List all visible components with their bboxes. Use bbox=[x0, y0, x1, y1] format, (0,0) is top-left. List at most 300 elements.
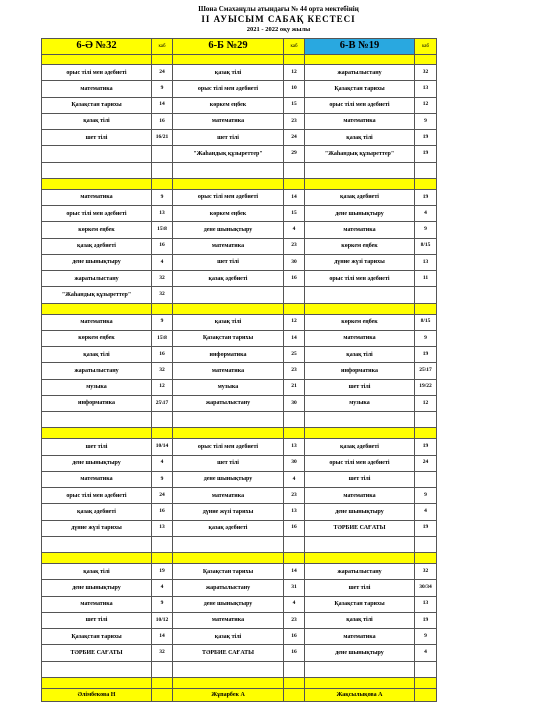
subject-cell bbox=[173, 536, 284, 552]
subject-cell: орыс тілі мен әдебиеті bbox=[173, 439, 284, 455]
subject-cell: математика bbox=[173, 113, 284, 129]
lesson-row bbox=[42, 379, 437, 395]
class-header-row bbox=[42, 39, 437, 55]
room-cell: 4 bbox=[415, 504, 437, 520]
subject-cell: қазақ әдебиеті bbox=[173, 271, 284, 287]
room-cell: 29 bbox=[284, 146, 305, 162]
subject-cell: "Жаһандық құзыреттер" bbox=[42, 287, 152, 303]
subject-cell: қазақ әдебиеті bbox=[305, 439, 415, 455]
subject-cell: Қазақстан тарихы bbox=[305, 596, 415, 612]
subject-cell bbox=[173, 661, 284, 677]
subject-cell: музыка bbox=[305, 395, 415, 411]
class-6b-header: 6-Б №29 bbox=[173, 39, 284, 55]
lesson-row bbox=[42, 287, 437, 303]
subject-cell: жаратылыстану bbox=[42, 271, 152, 287]
separator-cell bbox=[284, 553, 305, 564]
footer-cell bbox=[415, 688, 437, 701]
lesson-row bbox=[42, 81, 437, 97]
subject-cell: орыс тілі мен әдебиеті bbox=[42, 65, 152, 81]
separator-cell bbox=[42, 428, 152, 439]
subject-cell: шет тілі bbox=[173, 130, 284, 146]
day-separator bbox=[42, 677, 437, 688]
room-cell bbox=[415, 471, 437, 487]
room-cell: 32 bbox=[152, 287, 173, 303]
room-cell: 9 bbox=[415, 330, 437, 346]
room-cell: 4 bbox=[152, 580, 173, 596]
room-cell: 32 bbox=[152, 271, 173, 287]
academic-year: 2021 - 2022 оқу жылы bbox=[246, 26, 311, 33]
lesson-row bbox=[42, 113, 437, 129]
room-cell: 11 bbox=[415, 271, 437, 287]
room-cell: 12 bbox=[284, 314, 305, 330]
subject-cell: "Жаһандық құзыреттер" bbox=[173, 146, 284, 162]
room-cell: 30 bbox=[284, 254, 305, 270]
separator-cell bbox=[173, 428, 284, 439]
room-cell: 19 bbox=[415, 146, 437, 162]
teacher-row bbox=[42, 688, 437, 701]
subject-cell bbox=[305, 536, 415, 552]
subject-cell: жаратылыстану bbox=[305, 564, 415, 580]
room-cell: 15\8 bbox=[152, 330, 173, 346]
subject-cell: дене шынықтыру bbox=[173, 471, 284, 487]
subject-cell: Қазақстан тарихы bbox=[42, 97, 152, 113]
separator-cell bbox=[305, 178, 415, 189]
lesson-row bbox=[42, 65, 437, 81]
lesson-row bbox=[42, 504, 437, 520]
subject-cell: информатика bbox=[305, 363, 415, 379]
subject-cell: Қазақстан тарихы bbox=[305, 81, 415, 97]
separator-cell bbox=[173, 55, 284, 65]
subject-cell: математика bbox=[42, 189, 152, 205]
lesson-row bbox=[42, 645, 437, 661]
separator-cell bbox=[42, 55, 152, 65]
lesson-row bbox=[42, 629, 437, 645]
subject-cell: жаратылыстану bbox=[42, 363, 152, 379]
day-separator bbox=[42, 428, 437, 439]
day-separator bbox=[42, 178, 437, 189]
schedule-title: II АУЫСЫМ САБАҚ КЕСТЕСІ bbox=[201, 14, 356, 24]
room-header: каб bbox=[284, 39, 305, 55]
room-cell: 23 bbox=[284, 113, 305, 129]
subject-cell: шет тілі bbox=[42, 439, 152, 455]
separator-cell bbox=[284, 55, 305, 65]
subject-cell: қазақ тілі bbox=[173, 65, 284, 81]
room-cell: 9 bbox=[415, 488, 437, 504]
subject-cell bbox=[42, 412, 152, 428]
room-cell: 15 bbox=[284, 206, 305, 222]
subject-cell bbox=[42, 162, 152, 178]
lesson-row bbox=[42, 189, 437, 205]
subject-cell: қазақ тілі bbox=[305, 130, 415, 146]
separator-cell bbox=[415, 178, 437, 189]
subject-cell: математика bbox=[173, 612, 284, 628]
subject-cell: математика bbox=[42, 471, 152, 487]
room-cell: 9 bbox=[415, 629, 437, 645]
separator-cell bbox=[173, 677, 284, 688]
room-cell: 12 bbox=[152, 379, 173, 395]
room-cell: 10 bbox=[284, 81, 305, 97]
schedule-body bbox=[42, 39, 437, 702]
footer-cell bbox=[152, 688, 173, 701]
room-cell: 32 bbox=[152, 645, 173, 661]
subject-cell: информатика bbox=[173, 347, 284, 363]
subject-cell bbox=[42, 536, 152, 552]
room-cell: 16 bbox=[152, 113, 173, 129]
room-cell: 14 bbox=[152, 97, 173, 113]
lesson-row bbox=[42, 612, 437, 628]
room-cell: 30/34 bbox=[415, 580, 437, 596]
lesson-row bbox=[42, 206, 437, 222]
subject-cell: Қазақстан тарихы bbox=[173, 564, 284, 580]
subject-cell bbox=[173, 287, 284, 303]
lesson-row bbox=[42, 471, 437, 487]
subject-cell: дене шынықтыру bbox=[173, 596, 284, 612]
subject-cell: қазақ тілі bbox=[173, 314, 284, 330]
room-cell: 14 bbox=[284, 564, 305, 580]
subject-cell bbox=[173, 412, 284, 428]
lesson-row bbox=[42, 363, 437, 379]
subject-cell: қазақ тілі bbox=[42, 347, 152, 363]
subject-cell: музыка bbox=[173, 379, 284, 395]
subject-cell: орыс тілі мен әдебиеті bbox=[305, 271, 415, 287]
day-separator bbox=[42, 303, 437, 314]
room-cell: 4 bbox=[415, 206, 437, 222]
room-cell: 15 bbox=[284, 97, 305, 113]
subject-cell: дене шынықтыру bbox=[305, 504, 415, 520]
separator-cell bbox=[284, 428, 305, 439]
separator-cell bbox=[42, 303, 152, 314]
subject-cell: Қазақстан тарихы bbox=[42, 629, 152, 645]
subject-cell: қазақ әдебиеті bbox=[305, 189, 415, 205]
subject-cell: ТӘРБИЕ САҒАТЫ bbox=[42, 645, 152, 661]
subject-cell: көркем еңбек bbox=[42, 330, 152, 346]
subject-cell: қазақ әдебиеті bbox=[42, 238, 152, 254]
room-cell: 23 bbox=[284, 488, 305, 504]
subject-cell: математика bbox=[173, 488, 284, 504]
subject-cell bbox=[305, 162, 415, 178]
subject-cell: дүние жүзі тарихы bbox=[173, 504, 284, 520]
subject-cell: көркем еңбек bbox=[305, 314, 415, 330]
subject-cell: шет тілі bbox=[305, 471, 415, 487]
subject-cell: қазақ тілі bbox=[305, 347, 415, 363]
lesson-row bbox=[42, 412, 437, 428]
subject-cell: қазақ әдебиеті bbox=[173, 520, 284, 536]
room-cell bbox=[284, 536, 305, 552]
room-cell: 9 bbox=[152, 81, 173, 97]
separator-cell bbox=[305, 553, 415, 564]
lesson-row bbox=[42, 314, 437, 330]
room-cell: 13 bbox=[415, 596, 437, 612]
room-cell: 13 bbox=[284, 439, 305, 455]
subject-cell: шет тілі bbox=[42, 130, 152, 146]
room-cell: 13 bbox=[415, 254, 437, 270]
room-cell: 23 bbox=[284, 612, 305, 628]
lesson-row bbox=[42, 596, 437, 612]
lesson-row bbox=[42, 222, 437, 238]
room-cell: 21 bbox=[284, 379, 305, 395]
subject-cell: дене шынықтыру bbox=[42, 580, 152, 596]
subject-cell: математика bbox=[305, 113, 415, 129]
subject-cell: жаратылыстану bbox=[173, 395, 284, 411]
subject-cell: дене шынықтыру bbox=[42, 254, 152, 270]
subject-cell: қазақ тілі bbox=[42, 113, 152, 129]
room-cell bbox=[415, 412, 437, 428]
room-cell: 9 bbox=[152, 314, 173, 330]
subject-cell: орыс тілі мен әдебиеті bbox=[42, 206, 152, 222]
room-cell: 19 bbox=[152, 564, 173, 580]
subject-cell: дене шынықтыру bbox=[42, 455, 152, 471]
room-cell bbox=[152, 412, 173, 428]
separator-cell bbox=[42, 178, 152, 189]
lesson-row bbox=[42, 347, 437, 363]
room-cell: 12 bbox=[415, 97, 437, 113]
separator-cell bbox=[42, 553, 152, 564]
room-cell: 10/12 bbox=[152, 612, 173, 628]
subject-cell: дүние жүзі тарихы bbox=[305, 254, 415, 270]
lesson-row bbox=[42, 580, 437, 596]
teacher-name: Жұпарбек А bbox=[173, 688, 284, 701]
separator-cell bbox=[152, 677, 173, 688]
room-cell: 25 bbox=[284, 347, 305, 363]
room-cell bbox=[415, 661, 437, 677]
subject-cell bbox=[305, 412, 415, 428]
separator-cell bbox=[305, 303, 415, 314]
footer-cell bbox=[284, 688, 305, 701]
separator-cell bbox=[305, 55, 415, 65]
subject-cell: орыс тілі мен әдебиеті bbox=[173, 81, 284, 97]
subject-cell: математика bbox=[305, 629, 415, 645]
lesson-row bbox=[42, 395, 437, 411]
subject-cell: математика bbox=[42, 596, 152, 612]
subject-cell: шет тілі bbox=[173, 254, 284, 270]
room-cell: 32 bbox=[415, 564, 437, 580]
separator-cell bbox=[152, 553, 173, 564]
separator-cell bbox=[152, 55, 173, 65]
room-cell: 19 bbox=[415, 439, 437, 455]
subject-cell: информатика bbox=[42, 395, 152, 411]
room-cell: 9 bbox=[152, 596, 173, 612]
room-cell: 19 bbox=[415, 520, 437, 536]
teacher-name: Жақсылықова А bbox=[305, 688, 415, 701]
day-separator bbox=[42, 55, 437, 65]
room-cell: 19 bbox=[415, 347, 437, 363]
teacher-name: Әлімбекова Н bbox=[42, 688, 152, 701]
subject-cell: ТӘРБИЕ САҒАТЫ bbox=[305, 520, 415, 536]
lesson-row bbox=[42, 146, 437, 162]
room-cell: 19 bbox=[415, 130, 437, 146]
room-cell: 15\8 bbox=[152, 222, 173, 238]
room-cell: 4 bbox=[152, 254, 173, 270]
subject-cell: жаратылыстану bbox=[305, 65, 415, 81]
room-cell: 13 bbox=[415, 81, 437, 97]
subject-cell: дене шынықтыру bbox=[305, 645, 415, 661]
lesson-row bbox=[42, 455, 437, 471]
subject-cell: математика bbox=[42, 81, 152, 97]
lesson-row bbox=[42, 162, 437, 178]
separator-cell bbox=[415, 677, 437, 688]
room-cell bbox=[152, 162, 173, 178]
room-cell: 12 bbox=[284, 65, 305, 81]
subject-cell: шет тілі bbox=[42, 612, 152, 628]
separator-cell bbox=[284, 303, 305, 314]
lesson-row bbox=[42, 439, 437, 455]
separator-cell bbox=[173, 178, 284, 189]
subject-cell bbox=[305, 661, 415, 677]
room-cell: 30 bbox=[284, 455, 305, 471]
room-cell bbox=[415, 536, 437, 552]
room-cell: 13 bbox=[152, 520, 173, 536]
room-cell: 24 bbox=[284, 130, 305, 146]
room-cell: 19/22 bbox=[415, 379, 437, 395]
subject-cell: шет тілі bbox=[305, 580, 415, 596]
day-separator bbox=[42, 553, 437, 564]
subject-cell: қазақ тілі bbox=[42, 564, 152, 580]
room-cell bbox=[284, 162, 305, 178]
subject-cell: көркем еңбек bbox=[173, 206, 284, 222]
lesson-row bbox=[42, 238, 437, 254]
room-cell: 4 bbox=[284, 222, 305, 238]
room-cell: 4 bbox=[284, 596, 305, 612]
room-cell: 13 bbox=[284, 504, 305, 520]
subject-cell: қазақ әдебиеті bbox=[42, 504, 152, 520]
subject-cell: дене шынықтыру bbox=[305, 206, 415, 222]
subject-cell: көркем еңбек bbox=[42, 222, 152, 238]
subject-cell: көркем еңбек bbox=[305, 238, 415, 254]
subject-cell bbox=[173, 162, 284, 178]
separator-cell bbox=[415, 553, 437, 564]
subject-cell: математика bbox=[305, 488, 415, 504]
room-cell: 16 bbox=[284, 520, 305, 536]
room-cell: 25\17 bbox=[152, 395, 173, 411]
room-cell: 16 bbox=[152, 347, 173, 363]
room-cell: 4 bbox=[152, 455, 173, 471]
room-cell: 23 bbox=[284, 238, 305, 254]
subject-cell: шет тілі bbox=[305, 379, 415, 395]
separator-cell bbox=[152, 303, 173, 314]
room-cell bbox=[284, 412, 305, 428]
lesson-row bbox=[42, 97, 437, 113]
separator-cell bbox=[305, 677, 415, 688]
lesson-row bbox=[42, 536, 437, 552]
room-cell bbox=[152, 146, 173, 162]
subject-cell: музыка bbox=[42, 379, 152, 395]
subject-cell bbox=[42, 661, 152, 677]
room-cell: 25\17 bbox=[415, 363, 437, 379]
room-cell bbox=[152, 661, 173, 677]
room-cell: 13 bbox=[152, 206, 173, 222]
room-cell: 9 bbox=[152, 471, 173, 487]
subject-cell: орыс тілі мен әдебиеті bbox=[305, 97, 415, 113]
room-cell: 9 bbox=[415, 222, 437, 238]
subject-cell: математика bbox=[305, 222, 415, 238]
subject-cell: орыс тілі мен әдебиеті bbox=[42, 488, 152, 504]
room-cell bbox=[152, 536, 173, 552]
subject-cell bbox=[305, 287, 415, 303]
room-cell: 31 bbox=[284, 580, 305, 596]
room-cell: 32 bbox=[152, 363, 173, 379]
subject-cell: математика bbox=[42, 314, 152, 330]
lesson-row bbox=[42, 661, 437, 677]
subject-cell: орыс тілі мен әдебиеті bbox=[173, 189, 284, 205]
room-cell bbox=[284, 661, 305, 677]
lesson-row bbox=[42, 254, 437, 270]
room-cell bbox=[284, 287, 305, 303]
subject-cell: "Жаһандық құзыреттер" bbox=[305, 146, 415, 162]
separator-cell bbox=[173, 553, 284, 564]
room-cell: 16 bbox=[284, 271, 305, 287]
lesson-row bbox=[42, 271, 437, 287]
subject-cell: дүние жүзі тарихы bbox=[42, 520, 152, 536]
room-cell: 4 bbox=[284, 471, 305, 487]
room-cell: 23 bbox=[284, 363, 305, 379]
subject-cell: қазақ тілі bbox=[173, 629, 284, 645]
separator-cell bbox=[305, 428, 415, 439]
separator-cell bbox=[284, 178, 305, 189]
separator-cell bbox=[152, 428, 173, 439]
room-cell: 8/15 bbox=[415, 238, 437, 254]
subject-cell: математика bbox=[305, 330, 415, 346]
room-cell: 14 bbox=[152, 629, 173, 645]
separator-cell bbox=[415, 303, 437, 314]
subject-cell: дене шынықтыру bbox=[173, 222, 284, 238]
separator-cell bbox=[173, 303, 284, 314]
lesson-row bbox=[42, 330, 437, 346]
room-cell: 8/15 bbox=[415, 314, 437, 330]
room-cell: 14 bbox=[284, 189, 305, 205]
room-header: каб bbox=[415, 39, 437, 55]
subject-cell: қазақ тілі bbox=[305, 612, 415, 628]
room-cell: 19 bbox=[415, 612, 437, 628]
room-cell: 16 bbox=[152, 238, 173, 254]
lesson-row bbox=[42, 130, 437, 146]
room-header: каб bbox=[152, 39, 173, 55]
room-cell: 16 bbox=[284, 629, 305, 645]
room-cell: 24 bbox=[152, 488, 173, 504]
room-cell: 16/21 bbox=[152, 130, 173, 146]
room-cell: 16 bbox=[284, 645, 305, 661]
lesson-row bbox=[42, 520, 437, 536]
class-6v-header: 6-В №19 bbox=[305, 39, 415, 55]
subject-cell: ТӘРБИЕ САҒАТЫ bbox=[173, 645, 284, 661]
room-cell: 32 bbox=[415, 65, 437, 81]
separator-cell bbox=[152, 178, 173, 189]
subject-cell: математика bbox=[173, 363, 284, 379]
subject-cell: орыс тілі мен әдебиеті bbox=[305, 455, 415, 471]
room-cell: 4 bbox=[415, 645, 437, 661]
subject-cell: шет тілі bbox=[173, 455, 284, 471]
room-cell: 9 bbox=[415, 113, 437, 129]
separator-cell bbox=[42, 677, 152, 688]
subject-cell: жаратылыстану bbox=[173, 580, 284, 596]
room-cell: 10/14 bbox=[152, 439, 173, 455]
room-cell: 24 bbox=[152, 65, 173, 81]
room-cell bbox=[415, 287, 437, 303]
class-6a-header: 6-Ә №32 bbox=[42, 39, 152, 55]
room-cell: 12 bbox=[415, 395, 437, 411]
subject-cell: математика bbox=[173, 238, 284, 254]
subject-cell bbox=[42, 146, 152, 162]
subject-cell: Қазақстан тарихы bbox=[173, 330, 284, 346]
room-cell: 19 bbox=[415, 189, 437, 205]
room-cell: 9 bbox=[152, 189, 173, 205]
room-cell: 24 bbox=[415, 455, 437, 471]
subject-cell: көркем еңбек bbox=[173, 97, 284, 113]
room-cell bbox=[415, 162, 437, 178]
separator-cell bbox=[284, 677, 305, 688]
lesson-row bbox=[42, 488, 437, 504]
separator-cell bbox=[415, 428, 437, 439]
room-cell: 30 bbox=[284, 395, 305, 411]
